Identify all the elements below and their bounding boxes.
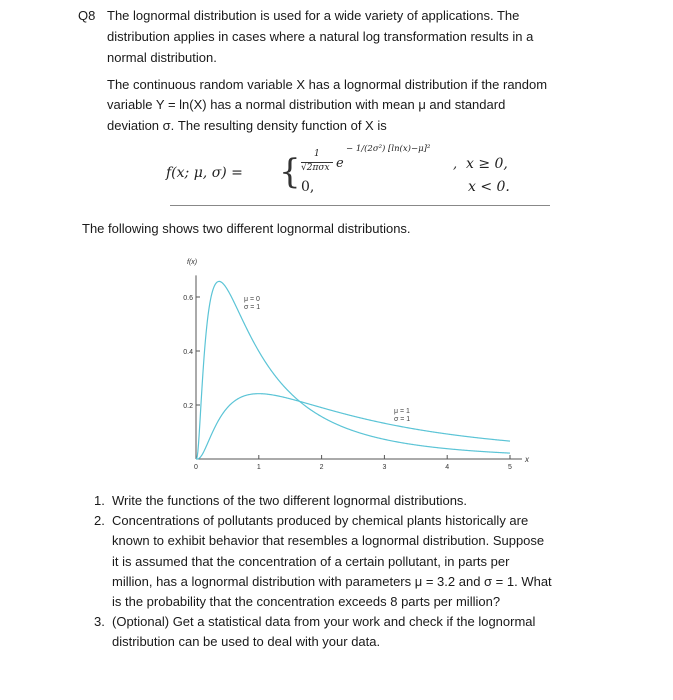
- x-tick-label: 0: [194, 464, 198, 471]
- x-tick-label: 4: [445, 464, 450, 471]
- divider: [170, 205, 550, 206]
- labels: [183, 259, 530, 471]
- definition-line: variable Y = ln(X) has a normal distribution with mean μ and standard: [107, 97, 506, 112]
- x-tick-label: 2: [319, 464, 324, 471]
- task-number: 2.: [94, 513, 105, 529]
- brace: {: [279, 152, 301, 192]
- formula-case1-condition: x ≥ 0,: [466, 156, 508, 172]
- formula-case2-condition: x < 0.: [468, 179, 510, 195]
- question-number: Q8: [78, 8, 96, 23]
- y-tick-label: 0.4: [183, 349, 193, 356]
- definition-line: The continuous random variable X has a lognormal distribution if the random: [107, 77, 548, 92]
- formula-denominator: √2πσx: [301, 163, 330, 173]
- task-text-line: Write the functions of the two different lognormal distributions.: [112, 493, 468, 508]
- lognormal-chart: [0, 250, 673, 500]
- task-text-line: million, has a lognormal distribution with parameters μ = 3.2 and σ = 1. What: [112, 573, 552, 589]
- series-label-mu: μ = 0: [244, 296, 260, 303]
- formula-sep: ,: [453, 157, 458, 172]
- formula-exp-base: e: [336, 156, 344, 171]
- definition-line: deviation σ. The resulting density function of X is: [107, 118, 387, 133]
- task-number: 3.: [94, 614, 105, 630]
- series-label-sigma: σ = 1: [394, 416, 411, 423]
- task-text-line: is the probability that the concentration exceeds 8 parts per million?: [112, 594, 501, 609]
- task-text-line: (Optional) Get a statistical data from your work and check if the lognormal: [112, 614, 536, 630]
- y-tick-label: 0.2: [183, 403, 193, 410]
- intro-line: The lognormal distribution is used for a wide variety of applications. The: [107, 8, 520, 23]
- chart-intro: The following shows two different lognormal distributions.: [82, 221, 411, 236]
- series-label-sigma: σ = 1: [244, 304, 261, 311]
- formula-exponent: − 1/(2σ²) [ln(x)−μ]²: [346, 144, 431, 154]
- x-tick-label: 5: [508, 464, 512, 471]
- task-number: 1.: [94, 493, 105, 508]
- formula-case2-value: 0,: [301, 179, 315, 195]
- x-tick-label: 1: [256, 464, 261, 471]
- intro-line: normal distribution.: [107, 50, 217, 65]
- formula-lhs: f(x; μ, σ) =: [166, 165, 243, 181]
- series-label-mu: μ = 1: [394, 408, 410, 415]
- task-text-line: distribution can be used to deal with your data.: [112, 634, 381, 650]
- task-text-line: it is assumed that the concentration of a certain pollutant, in parts per: [112, 553, 510, 569]
- y-axis-label: f(x): [187, 259, 198, 266]
- x-axis-label: x: [525, 455, 529, 464]
- x-tick-label: 3: [382, 464, 387, 471]
- curve-mu1_sigma1: [196, 394, 510, 459]
- formula-numerator: 1: [314, 149, 320, 159]
- task-text-line: known to exhibit behavior that resembles a lognormal distribution. Suppose: [112, 533, 545, 549]
- y-tick-label: 0.6: [183, 295, 193, 302]
- task-text-line: Concentrations of pollutants produced by chemical plants historically are: [112, 513, 529, 529]
- intro-line: distribution applies in cases where a natural log transformation results in a: [107, 29, 534, 44]
